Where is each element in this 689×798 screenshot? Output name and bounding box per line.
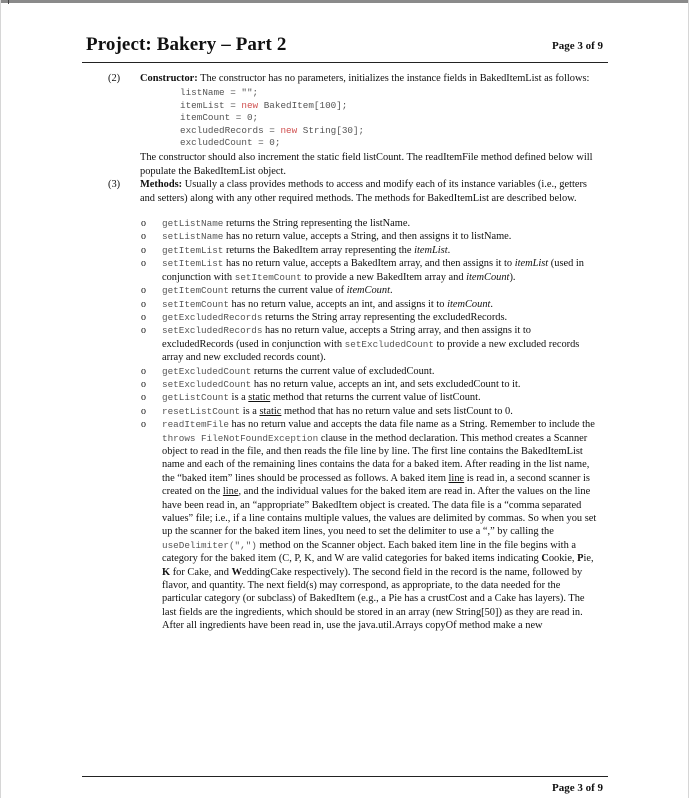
method-text: to provide a new excluded records array and new excluded records count). [162, 338, 580, 364]
method-name: getExcludedRecords [162, 311, 263, 323]
bullet-icon: o [141, 258, 146, 270]
method-text: returns the String representing the listName. [223, 218, 411, 230]
method-text: ookie, [548, 553, 578, 565]
bullet-icon: o [141, 298, 146, 310]
method-text: . [490, 298, 494, 310]
method-emphasis: itemCount [447, 298, 491, 310]
method-emphasis: itemCount [346, 285, 390, 297]
bullet-icon: o [141, 311, 146, 323]
bullet-icon: o [141, 392, 146, 404]
footer-page-number: Page 3 of 9 [551, 782, 603, 794]
method-name: setExcludedRecords [162, 325, 263, 337]
method-item [141, 391, 598, 404]
code-line: itemList = new BakedItem[100]; [180, 99, 348, 111]
method-list [122, 217, 598, 633]
method-text: method on the Scanner object. Each baked item line in the file begins with a category for the baked item (C, P, K, and W are valid categories for baked items indicating [162, 539, 576, 565]
method-text: has no return value, accepts an int, and assigns it to [228, 298, 448, 310]
method-text: . [389, 285, 393, 297]
method-name: getItemCount [162, 285, 229, 297]
bullet-icon: o [141, 218, 146, 230]
method-emphasis: itemList [414, 244, 448, 256]
underlined-word: line [222, 486, 239, 498]
code-keyword: new [241, 99, 259, 111]
section-label: Methods: [140, 179, 183, 191]
method-text: returns the String array representing the excludedRecords. [262, 311, 508, 323]
method-item-read-item-file [141, 418, 598, 633]
bullet-icon: o [141, 285, 146, 297]
method-text: to provide a new BakedItem array and [301, 271, 467, 283]
bullet-icon: o [141, 405, 146, 417]
section-label: Constructor: [140, 73, 198, 84]
method-name: setItemCount [162, 298, 229, 310]
constructor-code-block [140, 87, 598, 149]
category-letter: W [231, 566, 242, 578]
footer-rule [82, 776, 608, 777]
method-underline: static [259, 405, 282, 417]
method-emphasis: itemCount [466, 271, 510, 283]
section-intro: The constructor has no parameters, initializes the instance fields in BakedItemList as follows: [197, 73, 590, 84]
method-text: method that has no return value and sets listCount to 0. [281, 405, 513, 417]
throws-clause: throws FileNotFoundException [162, 432, 319, 444]
method-text: is read in, a second scanner is created on the [162, 472, 590, 498]
category-letter: C [541, 553, 549, 565]
method-name: setExcludedCount [162, 378, 252, 390]
method-name: getListName [162, 218, 224, 230]
methods-section [108, 178, 598, 205]
method-text: method that returns the current value of listCount. [270, 392, 481, 404]
method-name: getListCount [162, 392, 229, 404]
code-keyword: new [280, 124, 298, 136]
code-line: excludedRecords = new String[30]; [180, 124, 365, 136]
code-line: excludedCount = 0; [180, 137, 281, 149]
corner-mark [8, 0, 9, 4]
method-item [141, 244, 598, 257]
method-text: has no return value, accepts a String, and then assigns it to listName. [223, 231, 512, 243]
method-text: returns the current value of [228, 285, 347, 297]
bullet-icon: o [141, 244, 146, 256]
bullet-icon: o [141, 378, 146, 390]
method-text: . [447, 244, 451, 256]
method-text: ie, [583, 553, 594, 565]
underlined-word: line [448, 472, 465, 484]
method-item [141, 324, 598, 364]
bullet-icon: o [141, 325, 146, 337]
method-item [141, 284, 598, 297]
method-ref: setItemCount [234, 271, 302, 283]
method-underline: static [248, 392, 271, 404]
method-name: setItemList [162, 258, 224, 270]
page-content [108, 72, 598, 633]
method-text: is a [228, 392, 249, 404]
method-name: readItemFile [162, 419, 229, 431]
method-text: has no return value, accepts an int, and sets excludedCount to it. [251, 378, 521, 390]
section-intro: Usually a class provides methods to access and modify each of its instance variables (i.e., getters and setters) along with any other required methods. The methods for BakedItemList are described below. [140, 179, 587, 204]
method-text: has no return value and accepts the data file name as a String. Remember to include the [228, 419, 595, 431]
section-number: (3) [108, 179, 121, 191]
method-name: resetListCount [162, 405, 241, 417]
method-item [141, 230, 598, 243]
method-emphasis: itemList [514, 258, 549, 270]
header-page-number: Page 3 of 9 [551, 40, 603, 52]
code-line: itemCount = 0; [180, 112, 259, 124]
method-item [141, 378, 598, 391]
category-letter: K [162, 566, 171, 578]
section-number: (2) [108, 73, 121, 84]
method-name: getItemList [162, 244, 224, 256]
method-text: is a [240, 405, 260, 417]
method-text: clause in the method declaration. This method creates a Scanner object to read in the file, and then reads the file line by line. The first line contains the BakedItemList name and each of the remaining lines contains the data for a baked item. After reading in the list name, the “baked item” lines should be processed as follows. A baked item [162, 432, 590, 484]
method-item [141, 365, 598, 378]
method-text: has no return value, accepts a String array, and then assigns it to excludedRecords (used in conjunction with [162, 325, 531, 350]
constructor-section [108, 72, 598, 178]
bullet-icon: o [141, 419, 146, 431]
code-line: listName = ""; [180, 87, 259, 99]
method-text: returns the current value of excludedCount. [251, 365, 435, 377]
method-text: (used in conjunction with [162, 258, 584, 283]
page-left-edge [0, 0, 1, 798]
method-ref: setExcludedCount [344, 338, 434, 350]
document-title: Project: Bakery – Part 2 [86, 34, 287, 55]
method-text: returns the BakedItem array representing the [223, 244, 415, 256]
method-text: eddingCake respectively). The second field in the record is the name, followed by flavor, and quantity. The next field(s) may correspond, as appropriate, to the data needed for the particular category (or subclass) of BakedItem (e.g., a Pie has a crustCost and a Cake has layers). The last fields are the ingredients, which should be stored in an array (new String[50]) as they are read in. After all ingredients have been read in, use the java.util.Arrays copyOf method make a new [162, 566, 585, 632]
method-text: has no return value, accepts a BakedItem array, and then assigns it to [223, 258, 515, 270]
method-item [141, 257, 598, 284]
delimiter-call: useDelimiter(",") [162, 539, 257, 551]
category-letter: P [577, 553, 584, 565]
method-name: setListName [162, 231, 224, 243]
bullet-icon: o [141, 231, 146, 243]
method-text: ). [509, 271, 516, 283]
method-item [141, 298, 598, 311]
method-text: , and the individual values for the baked item are read in. After the values on the line have been read in, an “appropriate” BakedItem object is created. The data file is a “comma separated values” file; i.e., if a line contains multiple values, the values are delimited by commas. So when you set up the scanner for the baked item lines, you need to set the delimiter to use a “,” by calling the [162, 486, 597, 538]
header-rule [82, 62, 608, 63]
method-item [141, 217, 598, 230]
method-item [141, 405, 598, 418]
section-outro: The constructor should also increment the static field listCount. The readItemFile method defined below will populate the BakedItemList object. [140, 152, 593, 177]
method-item [141, 311, 598, 324]
top-border [0, 0, 689, 3]
method-text: for Cake, and [170, 566, 232, 578]
method-name: getExcludedCount [162, 365, 252, 377]
bullet-icon: o [141, 365, 146, 377]
